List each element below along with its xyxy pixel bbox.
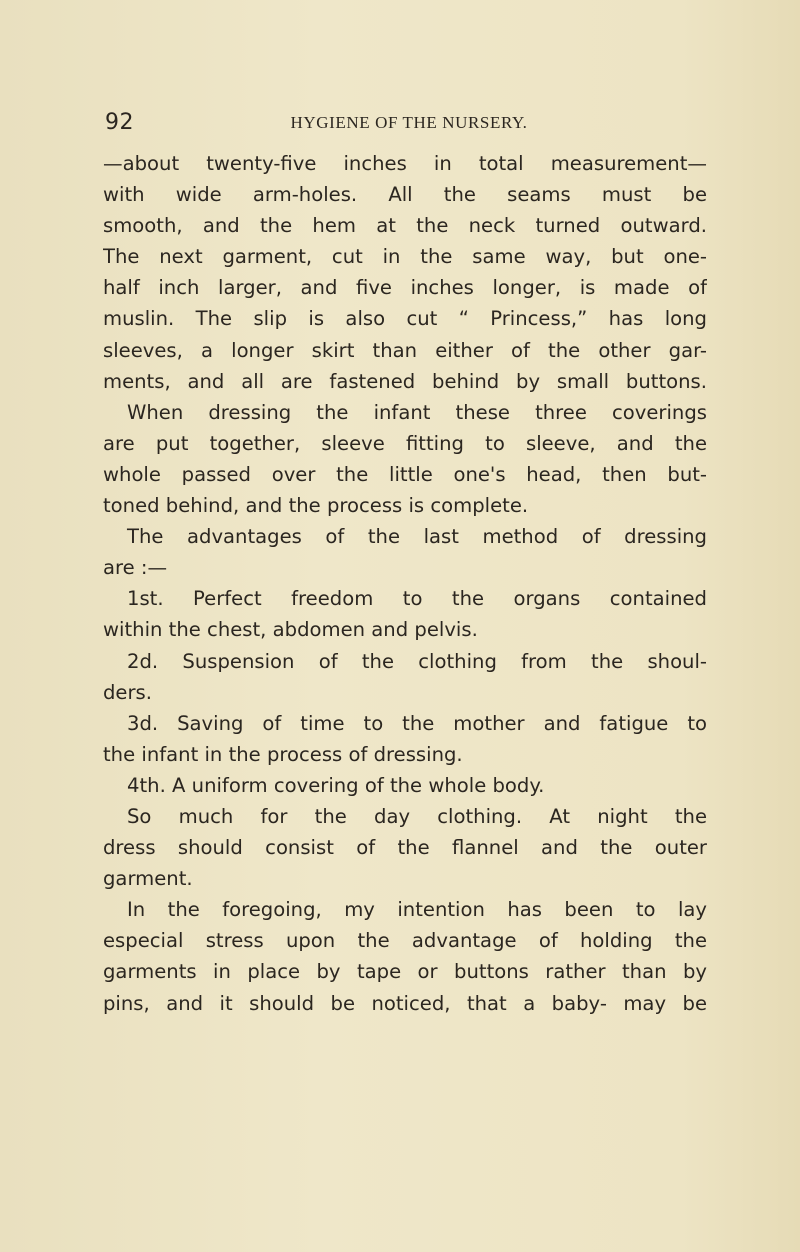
text-line: toned behind, and the process is complete.	[103, 494, 529, 518]
text-line: The advantages of the last method of dressing	[127, 525, 707, 549]
text-line: with wide arm-holes. All the seams must be	[103, 183, 707, 207]
text-line: are put together, sleeve fitting to sleeve, and the	[103, 431, 707, 455]
text-line: dress should consist of the flannel and the outer	[103, 836, 707, 860]
text-line: muslin. The slip is also cut “ Princess,” has long	[103, 307, 707, 331]
text-line: half inch larger, and five inches longer, is made of	[103, 276, 707, 300]
page-header	[105, 110, 705, 140]
text-line: 1st. Perfect freedom to the organs contained	[127, 587, 707, 611]
text-line: ders.	[103, 680, 152, 704]
running-head: HYGIENE OF THE NURSERY.	[290, 113, 528, 132]
text-line: garment.	[103, 867, 193, 891]
text-line: within the chest, abdomen and pelvis.	[103, 618, 478, 642]
text-line: 2d. Suspension of the clothing from the shoul-	[127, 649, 707, 673]
text-line: smooth, and the hem at the neck turned outward.	[103, 214, 707, 238]
text-line: —about twenty-five inches in total measurement—	[103, 152, 707, 175]
text-line: garments in place by tape or buttons rather than by	[103, 960, 707, 984]
text-line: 3d. Saving of time to the mother and fatigue to	[127, 711, 707, 735]
text-line: whole passed over the little one's head, then but-	[103, 462, 707, 486]
text-line: So much for the day clothing. At night the	[127, 804, 707, 828]
text-line: In the foregoing, my intention has been to lay	[127, 898, 707, 922]
text-line: The next garment, cut in the same way, but one-	[103, 245, 707, 269]
text-line: sleeves, a longer skirt than either of the other gar-	[103, 338, 707, 362]
text-line: ments, and all are fastened behind by small buttons.	[103, 369, 707, 393]
body-text	[103, 148, 707, 1019]
page-number: 92	[105, 110, 134, 135]
text-line: When dressing the infant these three coverings	[127, 400, 707, 424]
text-line: pins, and it should be noticed, that a baby- may be	[103, 991, 707, 1015]
text-line: 4th. A uniform covering of the whole body.	[127, 773, 545, 797]
text-line: the infant in the process of dressing.	[103, 742, 463, 766]
text-line: especial stress upon the advantage of holding the	[103, 929, 707, 953]
text-line: are :—	[103, 556, 168, 580]
